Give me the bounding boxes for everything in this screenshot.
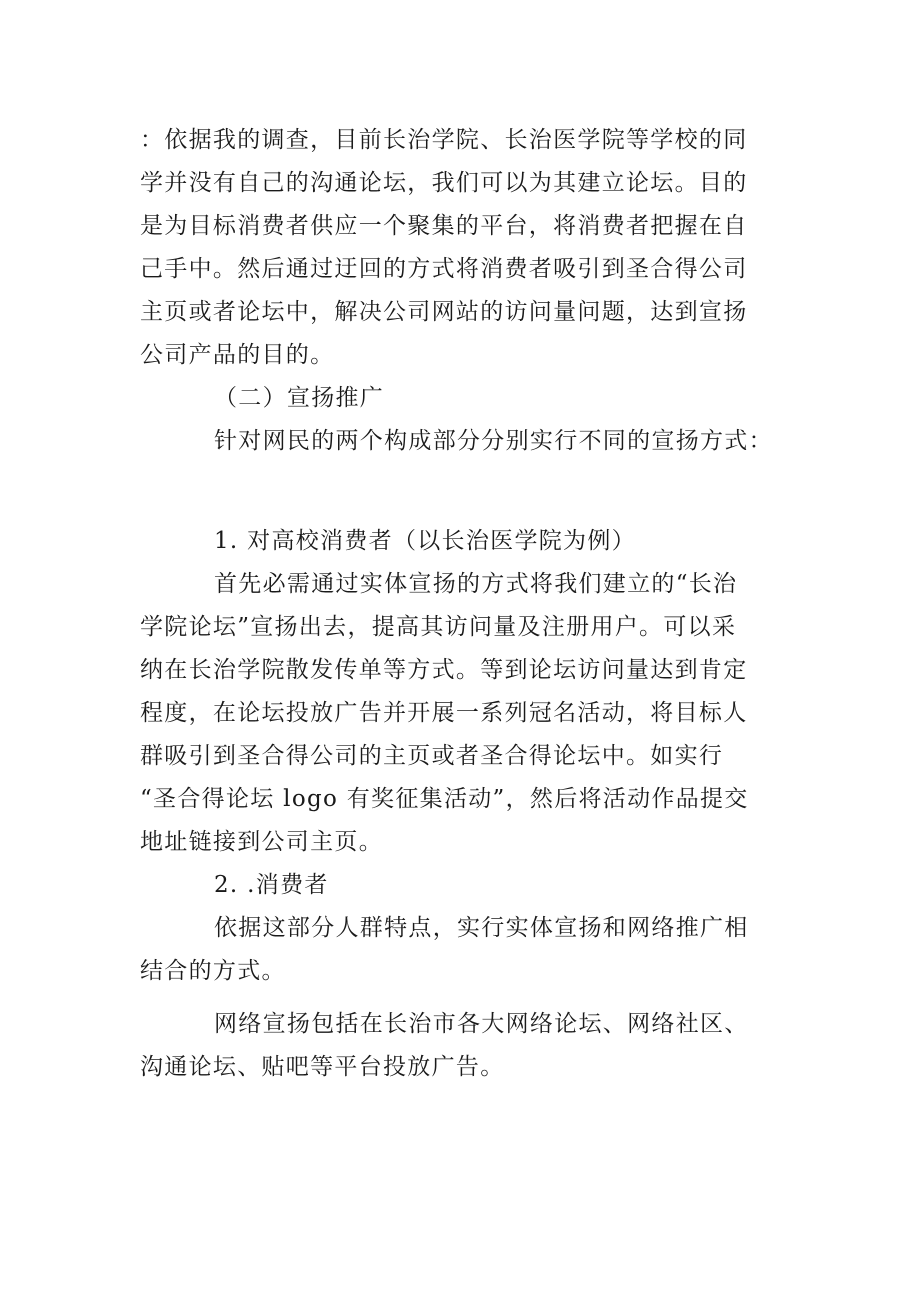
section-heading: （二）宣扬推广	[214, 385, 385, 411]
paragraph-line: 首先必需通过实体宣扬的方式将我们建立的“长治	[214, 571, 738, 597]
paragraph-line: 结合的方式。	[140, 958, 286, 984]
paragraph-line: 依据这部分人群特点，实行实体宣扬和网络推广相	[214, 915, 749, 941]
paragraph-line: 学并没有自己的沟通论坛，我们可以为其建立论坛。目的	[140, 170, 748, 196]
paragraph-line: 沟通论坛、贴吧等平台投放广告。	[140, 1054, 505, 1080]
subsection-heading: 2. .消费者	[214, 872, 329, 898]
subsection-heading: 1. 对高校消费者（以长治医学院为例）	[214, 528, 636, 554]
paragraph-line: 程度，在论坛投放广告并开展一系列冠名活动，将目标人	[140, 700, 748, 726]
paragraph-line: 纳在长治学院散发传单等方式。等到论坛访问量达到肯定	[140, 657, 748, 683]
paragraph-line: 公司产品的目的。	[140, 342, 335, 368]
paragraph-line: ：依据我的调查，目前长治学院、长治医学院等学校的同	[140, 127, 748, 153]
paragraph-line: 己手中。然后通过迂回的方式将消费者吸引到圣合得公司	[140, 256, 748, 282]
paragraph-line: 地址链接到公司主页。	[140, 829, 383, 855]
paragraph-line: 主页或者论坛中，解决公司网站的访问量问题，达到宣扬	[140, 299, 748, 325]
paragraph-line: 学院论坛”宣扬出去，提高其访问量及注册用户。可以采	[140, 614, 737, 640]
paragraph-line: 群吸引到圣合得公司的主页或者圣合得论坛中。如实行	[140, 743, 724, 769]
paragraph-line: 网络宣扬包括在长治市各大网络论坛、网络社区、	[214, 1011, 749, 1037]
paragraph-line: 针对网民的两个构成部分分别实行不同的宣扬方式：	[214, 428, 773, 454]
paragraph-line: 是为目标消费者供应一个聚集的平台，将消费者把握在自	[140, 213, 748, 239]
paragraph-line: “圣合得论坛 logo 有奖征集活动”，然后将活动作品提交	[140, 786, 749, 812]
